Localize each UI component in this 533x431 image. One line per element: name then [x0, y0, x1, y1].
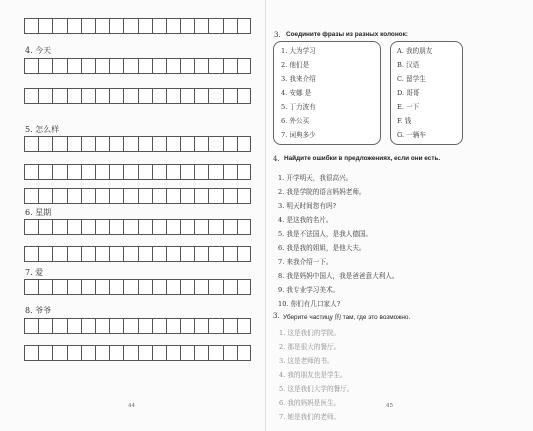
particle-sentence: 3. 这是老师的书。: [279, 357, 334, 365]
matching-left-item: 2. 他们是: [281, 61, 310, 69]
exercise-number: 4.: [273, 155, 280, 163]
exercise-number: 3.: [273, 312, 280, 320]
writing-grid-row: [24, 219, 251, 235]
error-sentence: 7. 来我介绍一下。: [278, 258, 333, 266]
writing-grid-row: [24, 246, 251, 262]
matching-left-item: 3. 我来介绍: [281, 75, 316, 83]
matching-right-item: G. 一辆车: [397, 131, 427, 139]
particle-sentence: 5. 这是我们大学的餐厅。: [279, 385, 354, 393]
matching-right-item: B. 汉语: [397, 61, 420, 69]
writing-grid-row: [24, 345, 251, 361]
page-number-left: 44: [128, 403, 135, 409]
exercise-title-particle: Уберите частицу 的 там, где это возможно.: [283, 314, 411, 321]
particle-sentence: 1. 这是我们的学院。: [279, 329, 341, 337]
writing-grid-row: [24, 279, 251, 295]
vocab-label-6: 6. 星期: [25, 208, 52, 217]
exercise-title-errors: Найдите ошибки в предложениях, если они есть.: [284, 155, 441, 162]
particle-sentence: 7. 她是我们的老师。: [279, 413, 341, 421]
vocab-label-5: 5. 怎么样: [25, 125, 60, 134]
particle-sentence: 6. 我的妈妈是医生。: [279, 399, 341, 407]
error-sentence: 9. 我专业学习美术。: [278, 286, 340, 294]
error-sentence: 2. 我是学院的语言妈妈老师。: [278, 188, 366, 196]
error-sentence: 3. 明天时间您有吗?: [278, 202, 337, 210]
exercise-number: 3.: [274, 31, 281, 39]
writing-grid-row: [24, 318, 251, 334]
matching-right-item: C. 留学生: [397, 75, 426, 83]
exercise-title-matching: Соедините фразы из разных колонок:: [286, 31, 408, 38]
writing-grid-row: [24, 88, 251, 104]
matching-left-item: 1. 大为学习: [281, 47, 316, 55]
writing-grid-row: [24, 164, 251, 180]
left-page: [0, 0, 266, 431]
error-sentence: 10. 你们有几口家人?: [278, 300, 341, 308]
vocab-label-7: 7. 爱: [25, 268, 44, 277]
matching-right-item: A. 我的朋友: [397, 47, 433, 55]
matching-left-item: 4. 安娜 是: [281, 89, 312, 97]
vocab-label-4: 4. 今天: [25, 46, 52, 55]
error-sentence: 5. 我是不法国人，是我人德国。: [278, 230, 373, 238]
right-page: [266, 0, 533, 431]
error-sentence: 1. 开学明天，我很高兴。: [278, 174, 353, 182]
page-number-right: 45: [386, 403, 393, 409]
writing-grid-row: [24, 188, 251, 204]
error-sentence: 4. 是这我的名片。: [278, 216, 333, 224]
matching-right-item: E. 一下: [397, 103, 420, 111]
matching-right-item: D. 哥哥: [397, 89, 420, 97]
writing-grid-row: [24, 136, 251, 152]
error-sentence: 8. 我是妈妈中国人，我是爸爸意大利人。: [278, 272, 399, 280]
writing-grid-row: [24, 18, 251, 34]
vocab-label-8: 8. 爷爷: [25, 306, 52, 315]
particle-sentence: 2. 那是很大的餐厅。: [279, 343, 341, 351]
matching-left-item: 5. 丁力波有: [281, 103, 316, 111]
particle-sentence: 4. 我的朋友也是学生。: [279, 371, 347, 379]
error-sentence: 6. 我是我的姐姐，是他大夫。: [278, 244, 366, 252]
matching-box-right: [390, 41, 463, 145]
writing-grid-row: [24, 58, 251, 74]
matching-box-left: [273, 41, 381, 145]
matching-right-item: F. 钱: [397, 117, 412, 125]
matching-left-item: 7. 词典多少: [281, 131, 316, 139]
matching-left-item: 6. 外公买: [281, 117, 310, 125]
